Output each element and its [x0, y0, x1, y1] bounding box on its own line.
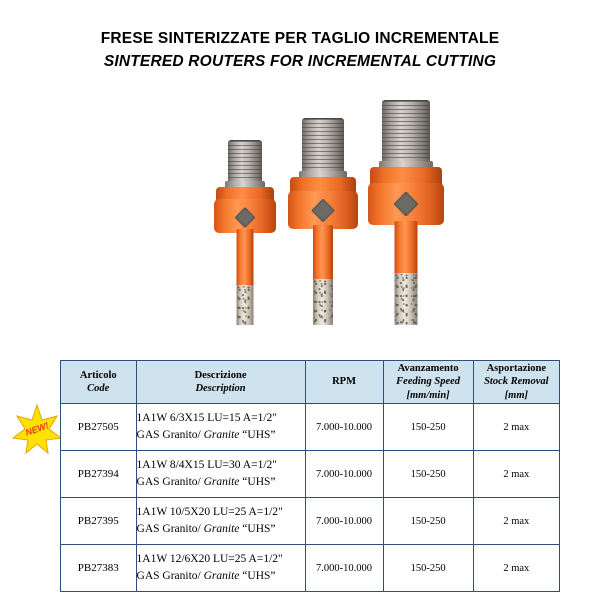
spec-table-container — [60, 360, 560, 592]
desc-line-1: 1A1W 6/3X15 LU=15 A=1/2" — [136, 411, 277, 424]
spec-table — [60, 360, 560, 592]
desc-line-2: GAS Granito/ Granite “UHS” — [136, 476, 276, 488]
cell-code: PB27505 — [61, 404, 137, 451]
desc-line-2: GAS Granito/ Granite “UHS” — [136, 570, 276, 582]
thread-texture — [302, 119, 344, 175]
cell-feeding-speed: 150-250 — [383, 545, 473, 592]
cell-code: PB27383 — [61, 545, 137, 592]
cell-description — [136, 498, 305, 545]
cell-rpm: 7.000-10.000 — [305, 498, 383, 545]
table-row — [61, 451, 560, 498]
product-image — [190, 95, 420, 325]
title-english: SINTERED ROUTERS FOR INCREMENTAL CUTTING — [103, 53, 497, 70]
new-badge — [10, 403, 64, 455]
cell-rpm: 7.000-10.000 — [305, 545, 383, 592]
router-bit-large — [363, 97, 449, 325]
col-header-description: Descrizione Description — [136, 361, 305, 404]
cell-code: PB27394 — [61, 451, 137, 498]
threaded-shank-icon — [382, 100, 430, 165]
diamond-grit-texture — [395, 273, 418, 325]
diamond-grit-texture — [313, 279, 333, 325]
sintered-crown — [313, 279, 333, 325]
cell-description — [136, 404, 305, 451]
col-header-rpm: RPM — [305, 361, 383, 404]
thread-texture — [228, 141, 262, 185]
cell-feeding-speed: 150-250 — [383, 451, 473, 498]
threaded-shank-icon — [302, 118, 344, 175]
diamond-grit-texture — [237, 285, 254, 325]
cell-description — [136, 545, 305, 592]
desc-line-2: GAS Granito/ Granite “UHS” — [136, 429, 276, 441]
desc-line-2: GAS Granito/ Granite “UHS” — [136, 523, 276, 535]
col-header-stock-removal: Asportazione Stock Removal [mm] — [473, 361, 559, 404]
sintered-crown — [395, 273, 418, 325]
table-row — [61, 404, 560, 451]
table-row — [61, 545, 560, 592]
threaded-shank-icon — [228, 140, 262, 185]
cell-rpm: 7.000-10.000 — [305, 451, 383, 498]
cell-stock-removal: 2 max — [473, 545, 559, 592]
cell-stock-removal: 2 max — [473, 451, 559, 498]
cell-feeding-speed: 150-250 — [383, 498, 473, 545]
desc-line-1: 1A1W 10/5X20 LU=25 A=1/2" — [136, 505, 283, 518]
col-header-feeding-speed: Avanzamento Feeding Speed [mm/min] — [383, 361, 473, 404]
cell-code: PB27395 — [61, 498, 137, 545]
col-header-code: Articolo Code — [61, 361, 137, 404]
cell-feeding-speed: 150-250 — [383, 404, 473, 451]
star-icon — [10, 403, 64, 455]
sintered-crown — [237, 285, 254, 325]
table-header — [61, 361, 560, 404]
title-italian: FRESE SINTERIZZATE PER TAGLIO INCREMENTALE — [100, 30, 500, 47]
cell-rpm: 7.000-10.000 — [305, 404, 383, 451]
orange-stem — [313, 225, 333, 281]
router-bit-small — [210, 125, 280, 325]
thread-texture — [382, 101, 430, 165]
cell-stock-removal: 2 max — [473, 404, 559, 451]
new-badge-label: NEW! — [24, 420, 50, 438]
page-title — [0, 30, 600, 71]
cell-stock-removal: 2 max — [473, 498, 559, 545]
desc-line-1: 1A1W 8/4X15 LU=30 A=1/2" — [136, 458, 277, 471]
orange-stem — [237, 229, 254, 287]
orange-stem — [395, 221, 418, 275]
router-bit-medium — [283, 110, 363, 325]
table-body — [61, 404, 560, 592]
table-header-row — [61, 361, 560, 404]
table-row — [61, 498, 560, 545]
cell-description — [136, 451, 305, 498]
desc-line-1: 1A1W 12/6X20 LU=25 A=1/2" — [136, 552, 283, 565]
